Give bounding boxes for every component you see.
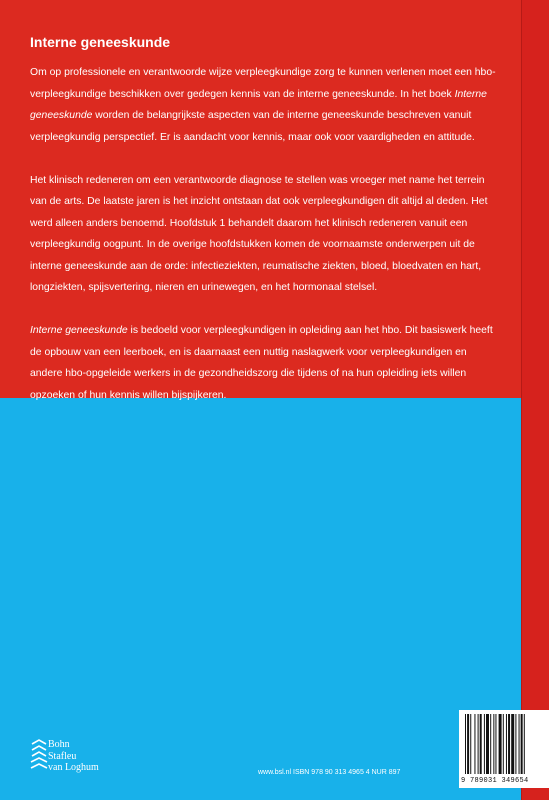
isbn-info: www.bsl.nl ISBN 978 90 313 4965 4 NUR 897 xyxy=(258,769,401,776)
barcode-bar xyxy=(508,714,510,774)
publisher-name xyxy=(48,739,99,774)
barcode-bar xyxy=(495,714,496,774)
barcode-bar xyxy=(480,714,482,774)
barcode-bar xyxy=(515,714,516,774)
barcode xyxy=(459,710,549,788)
publisher-line-1: Bohn xyxy=(48,739,70,750)
p3-book-title: Interne geneeskunde xyxy=(30,325,128,336)
barcode-bar xyxy=(484,714,485,774)
p1-book-title: Interne geneeskunde xyxy=(30,88,487,121)
cover-title: Interne geneeskunde xyxy=(30,34,171,50)
publisher-line-3: van Loghum xyxy=(48,762,99,773)
barcode-digits: 9 789031 349654 xyxy=(461,777,529,785)
book-spine xyxy=(522,0,549,800)
publisher-logo-icon xyxy=(29,738,49,772)
barcode-bar xyxy=(493,714,494,774)
blurb-text xyxy=(30,62,500,428)
barcode-bar xyxy=(470,714,471,774)
barcode-bar xyxy=(467,714,469,774)
publisher-line-2: Stafleu xyxy=(48,750,77,762)
p3-text-b: is bedoeld voor verpleegkundigen in opleiding aan het hbo. Dit basiswerk heeft de opbouw van een leerboek, en is daarnaast een nuttig naslagwerk voor verpleegkundigen en andere hbo-opgeleide werkers in de gezondheidszorg die tijdens of na hun opleiding iets willen opzoeken of hun kennis willen bijspijkeren. xyxy=(30,325,493,401)
barcode-bar xyxy=(499,714,502,774)
barcode-bar xyxy=(521,714,523,774)
barcode-bar xyxy=(519,714,520,774)
barcode-bar xyxy=(503,714,504,774)
barcode-bar xyxy=(474,714,475,774)
p1-text-c: worden de belangrijkste aspecten van de interne geneeskunde beschreven vanuit verpleegkundig perspectief. Er is aandacht voor kennis, maar ook voor vaardigheden en attitude. xyxy=(30,110,475,143)
barcode-bar xyxy=(506,714,507,774)
barcode-bar xyxy=(524,714,525,774)
barcode-bar xyxy=(511,714,514,774)
blurb-paragraph-2: Het klinisch redeneren om een verantwoorde diagnose te stellen was vroeger met name het terrein van de arts. De laatste jaren is het inzicht ontstaan dat ook verpleegkundigen dit altijd al deden. Het werd alleen anders benoemd. Hoofdstuk 1 behandelt daarom het klinisch redeneren vanuit een verpleegkundig oogpunt. In de overige hoofdstukken komen de voornaamste onderwerpen uit de interne geneeskunde aan de orde: infectieziekten, reumatische ziekten, bloed, bloedvaten en hart, longziekten, spijsvertering, nieren en urinewegen, en het hormonaal stelsel. xyxy=(30,174,488,293)
blurb-paragraph-3 xyxy=(30,320,500,406)
barcode-bar xyxy=(490,714,491,774)
barcode-bar xyxy=(478,714,479,774)
p1-text-a: Om op professionele en verantwoorde wijze verpleegkundige zorg te kunnen verlenen moet een hbo-verpleegkundige beschikken over gedegen kennis van de interne geneeskunde. In het boek xyxy=(30,67,496,100)
blurb-paragraph-1 xyxy=(30,62,500,148)
barcode-bar xyxy=(486,714,489,774)
barcode-bars xyxy=(465,714,545,774)
barcode-bar xyxy=(465,714,466,774)
